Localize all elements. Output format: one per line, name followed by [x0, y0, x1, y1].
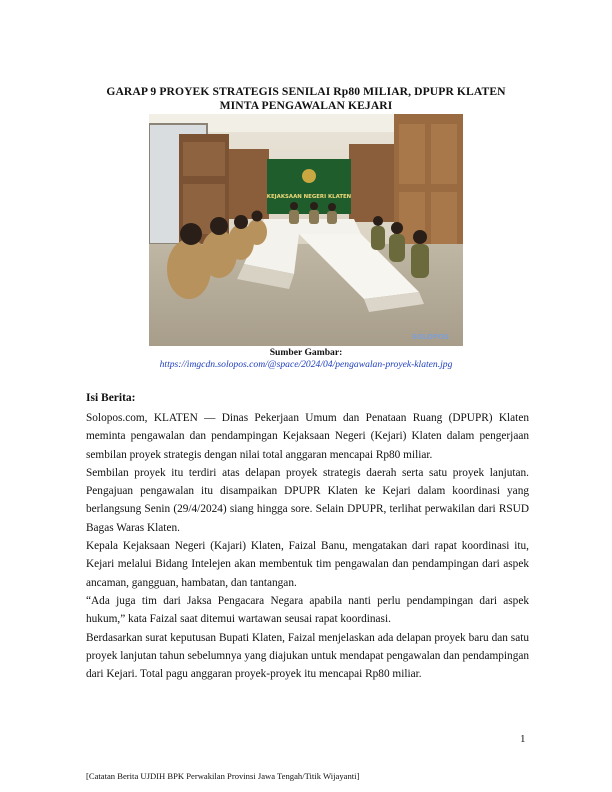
paragraph: “Ada juga tim dari Jaksa Pengacara Negara apabila nanti perlu pendampingan dari aspek hukum,” kata Faizal saat ditemui wartawan seusai rapat koordinasi. — [86, 594, 529, 626]
paragraph: Kepala Kejaksaan Negeri (Kajari) Klaten, Faizal Banu, mengatakan dari rapat koordinasi itu, Kejari melalui Bidang Intelejen akan membentuk tim pengawalan dan pendampingan dari aspek ancaman, gangguan, hambatan, dan tantangan. — [86, 540, 529, 589]
article-title: GARAP 9 PROYEK STRATEGIS SENILAI Rp80 MILIAR, DPUPR KLATEN MINTA PENGAWALAN KEJARI — [106, 85, 506, 112]
page-number: 1 — [520, 733, 526, 745]
footer-note: [Catatan Berita UJDIH BPK Perwakilan Provinsi Jawa Tengah/Titik Wijayanti] — [86, 771, 360, 781]
paragraph: Berdasarkan surat keputusan Bupati Klaten, Faizal menjelaskan ada delapan proyek baru dan satu proyek lanjutan tahun sebelumnya yang diajukan untuk mendapat pengawalan dan pendampingan dari Kejari. Total pagu anggaran proyek-proyek itu mencapai Rp80 miliar. — [86, 631, 529, 681]
article-photo — [149, 114, 463, 346]
section-heading: Isi Berita: — [86, 392, 136, 404]
watermark: SOLOPOS — [411, 333, 449, 341]
article-body — [86, 409, 529, 683]
paragraph: Solopos.com, KLATEN — Dinas Pekerjaan Umum dan Penataan Ruang (DPUPR) Klaten meminta pengawalan dan pendampingan Kejaksaan Negeri (Kejari) Klaten dalam pengerjaan sembilan proyek strategis dengan nilai total anggaran mencapai Rp80 miliar. — [86, 412, 529, 461]
banner-text: KEJAKSAAN NEGERI KLATEN — [266, 194, 352, 200]
paragraph: Sembilan proyek itu terdiri atas delapan proyek strategis daerah serta satu proyek lanjutan. Pengajuan pengawalan itu disampaikan DPUPR Klaten ke Kejari dalam koordinasi yang berlangsung Senin (29/4/2024) siang hingga sore. Selain DPUPR, terlihat perwakilan dari RSUD Bagas Waras Klaten. — [86, 466, 529, 534]
caption-label: Sumber Gambar: — [269, 347, 343, 358]
image-caption — [86, 347, 526, 370]
image-source-link[interactable]: https://imgcdn.solopos.com/@space/2024/04/pengawalan-proyek-klaten.jpg — [159, 358, 453, 370]
